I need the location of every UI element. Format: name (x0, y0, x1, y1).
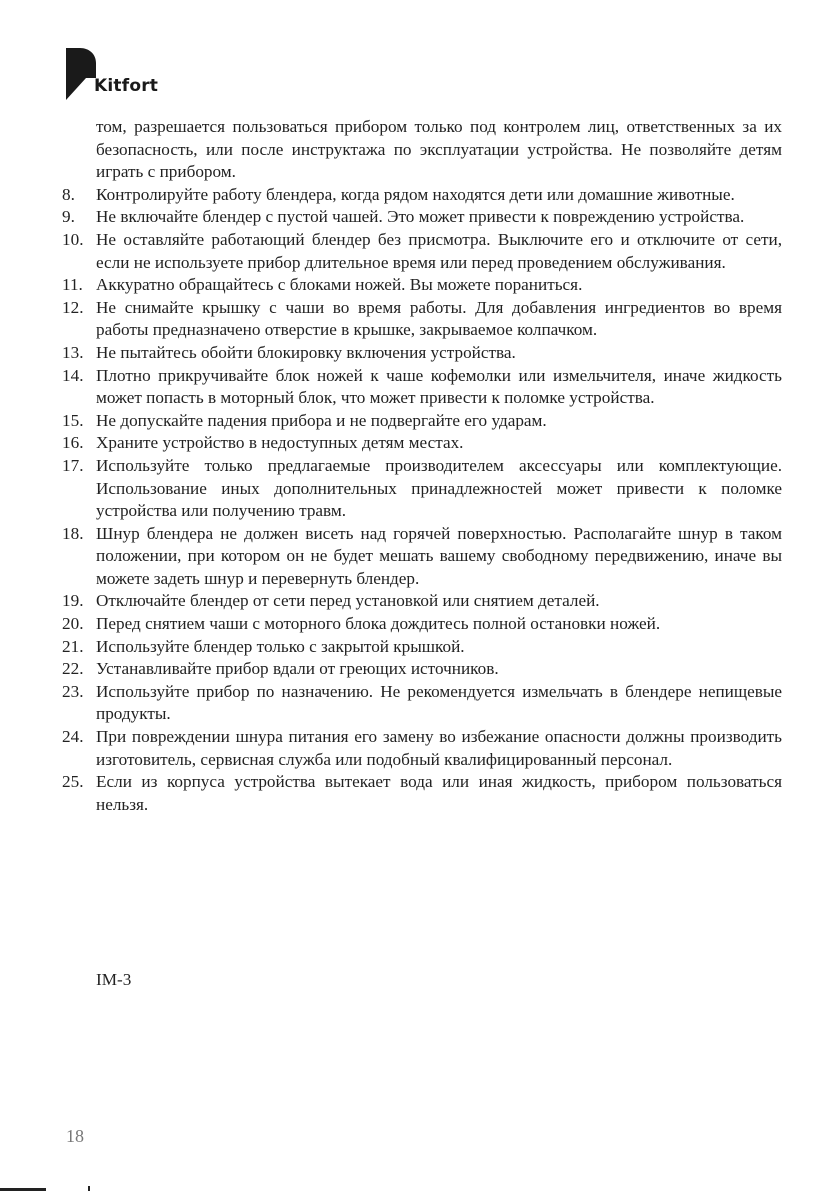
safety-instructions (62, 116, 782, 816)
item-number: 13. (62, 342, 84, 362)
list-item (62, 681, 782, 726)
list-item (62, 590, 782, 613)
item-text: Используйте прибор по назначению. Не рекомендуется измельчать в блендере непищевые продукты. (96, 681, 782, 724)
item-number: 12. (62, 297, 84, 317)
list-item (62, 613, 782, 636)
item-number: 15. (62, 410, 84, 430)
item-text: Если из корпуса устройства вытекает вода или иная жидкость, прибором пользоваться нельзя. (96, 772, 782, 814)
list-item (62, 455, 782, 523)
item-number: 17. (62, 455, 84, 475)
list-item (62, 432, 782, 455)
list-item (62, 410, 782, 433)
list-item (62, 342, 782, 365)
list-item (62, 636, 782, 659)
item-number: 14. (62, 365, 84, 385)
item-text: Храните устройство в недоступных детям местах. (96, 433, 464, 453)
kitfort-logo-icon (66, 48, 96, 100)
model-code: IM-3 (96, 970, 132, 989)
item-text: При повреждении шнура питания его замену во избежание опасности должны производить изготовитель, сервисная служба или подобный квалифицированный персонал. (96, 727, 782, 769)
item-number: 23. (62, 681, 84, 701)
item-text: Аккуратно обращайтесь с блоками ножей. Вы можете пораниться. (96, 275, 583, 295)
item-number: 21. (62, 636, 84, 656)
list-item (62, 229, 782, 274)
item-number: 9. (62, 207, 75, 227)
list-item (62, 726, 782, 771)
list-item (62, 297, 782, 342)
item-text: Не допускайте падения прибора и не подвергайте его ударам. (96, 410, 547, 430)
item-text: Не снимайте крышку с чаши во время работы. Для добавления ингредиентов во время работы предназначено отверстие в крышке, закрываемое колпачком. (96, 297, 782, 340)
item-number: 8. (62, 184, 75, 204)
item-text: Не включайте блендер с пустой чашей. Это может привести к повреждению устройства. (96, 207, 745, 227)
brand-logo (66, 48, 176, 100)
list-item (62, 771, 782, 816)
page-number: 18 (66, 1126, 84, 1146)
item-text: Используйте только предлагаемые производителем аксессуары или комплектующие. Использование иных дополнительных принадлежностей может привести к поломке устройства или получению травм. (96, 455, 782, 521)
list-item (62, 658, 782, 681)
item-number: 25. (62, 772, 84, 792)
item-number: 10. (62, 229, 84, 249)
item-text: Устанавливайте прибор вдали от греющих источников. (96, 659, 499, 679)
item-text: Отключайте блендер от сети перед установкой или снятием деталей. (96, 591, 600, 611)
item-number: 11. (62, 275, 83, 295)
item-text: Не оставляйте работающий блендер без присмотра. Выключите его и отключите от сети, если не используете прибор длительное время или перед проведением обслуживания. (96, 229, 782, 272)
item-text: Контролируйте работу блендера, когда рядом находятся дети или домашние животные. (96, 184, 735, 204)
item-number: 18. (62, 523, 84, 543)
list-item (62, 274, 782, 297)
item-number: 20. (62, 614, 84, 634)
brand-name: Kitfort (94, 76, 159, 96)
continued-paragraph: том, разрешается пользоваться прибором только под контролем лиц, ответственных за их безопасность, или после инструктажа по эксплуатации устройства. Не позволяйте детям играть с прибором. (96, 117, 782, 182)
list-item (62, 206, 782, 229)
item-text: Не пытайтесь обойти блокировку включения устройства. (96, 342, 516, 362)
item-number: 16. (62, 433, 84, 453)
page-edge-tick (88, 1186, 90, 1191)
list-item (62, 523, 782, 591)
item-text: Плотно прикручивайте блок ножей к чаше кофемолки или измельчителя, иначе жидкость может попасть в моторный блок, что может привести к поломке устройства. (96, 365, 782, 408)
item-number: 24. (62, 727, 84, 747)
list-item (62, 184, 782, 207)
item-text: Перед снятием чаши с моторного блока дождитесь полной остановки ножей. (96, 614, 661, 634)
item-text: Шнур блендера не должен висеть над горячей поверхностью. Располагайте шнур в таком положении, при котором он не будет мешать вашему свободному передвижению, иначе вы можете задеть шнур и перевернуть блендер. (96, 523, 782, 588)
list-item (62, 365, 782, 410)
item-text: Используйте блендер только с закрытой крышкой. (96, 636, 465, 656)
item-number: 22. (62, 659, 84, 679)
item-number: 19. (62, 591, 84, 611)
